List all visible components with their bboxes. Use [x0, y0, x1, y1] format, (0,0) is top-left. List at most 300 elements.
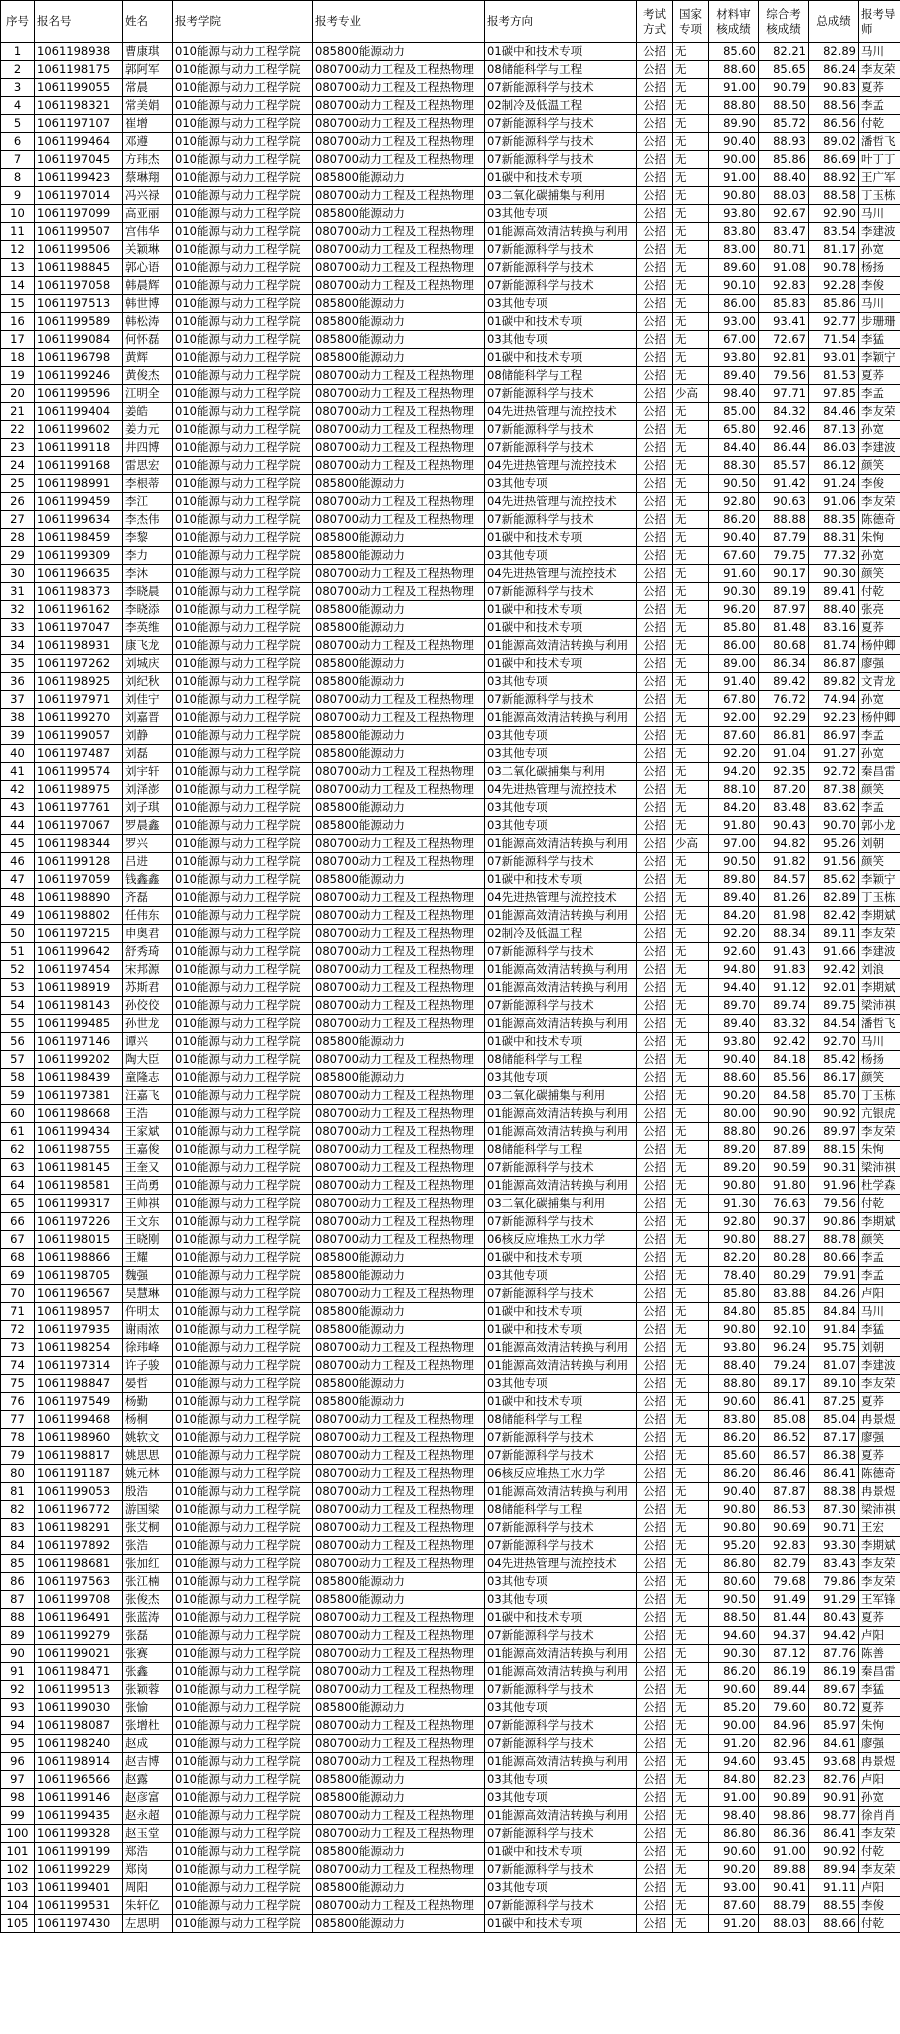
national-cell: 无 [673, 1609, 709, 1627]
major-cell: 080700动力工程及工程热物理 [313, 1177, 485, 1195]
seq-cell: 82 [1, 1501, 35, 1519]
header-id: 报名号 [35, 1, 123, 43]
national-cell: 无 [673, 61, 709, 79]
table-row [1, 1213, 900, 1231]
major-cell: 080700动力工程及工程热物理 [313, 1627, 485, 1645]
name-cell: 宋邦源 [123, 961, 173, 979]
major-cell: 080700动力工程及工程热物理 [313, 583, 485, 601]
national-cell: 无 [673, 1429, 709, 1447]
major-cell: 080700动力工程及工程热物理 [313, 1897, 485, 1915]
total-cell: 79.56 [809, 1195, 859, 1213]
id-cell: 1061199596 [35, 385, 123, 403]
supervisor-cell: 丁玉栋 [859, 889, 900, 907]
supervisor-cell: 孙宽 [859, 691, 900, 709]
national-cell: 无 [673, 1321, 709, 1339]
name-cell: 吴慧琳 [123, 1285, 173, 1303]
national-cell: 无 [673, 1897, 709, 1915]
seq-cell: 38 [1, 709, 35, 727]
major-cell: 085800能源动力 [313, 655, 485, 673]
college-cell: 010能源与动力工程学院 [173, 1519, 313, 1537]
total-cell: 81.53 [809, 367, 859, 385]
exam-mode-cell: 公招 [637, 493, 673, 511]
direction-cell: 07新能源科学与技术 [485, 241, 637, 259]
comprehensive-cell: 85.65 [759, 61, 809, 79]
direction-cell: 08储能科学与工程 [485, 1141, 637, 1159]
table-row [1, 763, 900, 781]
direction-cell: 07新能源科学与技术 [485, 1429, 637, 1447]
total-cell: 91.27 [809, 745, 859, 763]
national-cell: 无 [673, 1519, 709, 1537]
major-cell: 080700动力工程及工程热物理 [313, 1105, 485, 1123]
major-cell: 085800能源动力 [313, 799, 485, 817]
national-cell: 无 [673, 511, 709, 529]
supervisor-cell: 刘浪 [859, 961, 900, 979]
national-cell: 无 [673, 1591, 709, 1609]
comprehensive-cell: 80.29 [759, 1267, 809, 1285]
name-cell: 张颖蓉 [123, 1681, 173, 1699]
direction-cell: 03其他专项 [485, 727, 637, 745]
exam-mode-cell: 公招 [637, 1321, 673, 1339]
exam-mode-cell: 公招 [637, 1609, 673, 1627]
exam-mode-cell: 公招 [637, 1627, 673, 1645]
major-cell: 080700动力工程及工程热物理 [313, 835, 485, 853]
material-cell: 88.10 [709, 781, 759, 799]
exam-mode-cell: 公招 [637, 601, 673, 619]
table-row [1, 1339, 900, 1357]
table-row [1, 1015, 900, 1033]
exam-mode-cell: 公招 [637, 781, 673, 799]
table-row [1, 1321, 900, 1339]
table-row [1, 1915, 900, 1933]
national-cell: 无 [673, 799, 709, 817]
college-cell: 010能源与动力工程学院 [173, 1843, 313, 1861]
direction-cell: 01能源高效清洁转换与利用 [485, 835, 637, 853]
major-cell: 080700动力工程及工程热物理 [313, 1411, 485, 1429]
supervisor-cell: 李友荣 [859, 493, 900, 511]
comprehensive-cell: 86.52 [759, 1429, 809, 1447]
total-cell: 79.86 [809, 1573, 859, 1591]
major-cell: 080700动力工程及工程热物理 [313, 907, 485, 925]
table-row [1, 1591, 900, 1609]
supervisor-cell: 李友荣 [859, 1825, 900, 1843]
national-cell: 无 [673, 1267, 709, 1285]
seq-cell: 104 [1, 1897, 35, 1915]
exam-mode-cell: 公招 [637, 1897, 673, 1915]
exam-mode-cell: 公招 [637, 1465, 673, 1483]
total-cell: 86.38 [809, 1447, 859, 1465]
comprehensive-cell: 93.41 [759, 313, 809, 331]
college-cell: 010能源与动力工程学院 [173, 907, 313, 925]
material-cell: 90.50 [709, 475, 759, 493]
total-cell: 80.43 [809, 1609, 859, 1627]
id-cell: 1061197226 [35, 1213, 123, 1231]
seq-cell: 25 [1, 475, 35, 493]
material-cell: 67.00 [709, 331, 759, 349]
table-row [1, 745, 900, 763]
material-cell: 93.80 [709, 1339, 759, 1357]
college-cell: 010能源与动力工程学院 [173, 1159, 313, 1177]
comprehensive-cell: 72.67 [759, 331, 809, 349]
exam-mode-cell: 公招 [637, 1159, 673, 1177]
national-cell: 无 [673, 1159, 709, 1177]
table-row [1, 637, 900, 655]
id-cell: 1061197047 [35, 619, 123, 637]
seq-cell: 49 [1, 907, 35, 925]
exam-mode-cell: 公招 [637, 979, 673, 997]
table-row [1, 817, 900, 835]
exam-mode-cell: 公招 [637, 1447, 673, 1465]
seq-cell: 78 [1, 1429, 35, 1447]
supervisor-cell: 李孟 [859, 385, 900, 403]
id-cell: 1061199317 [35, 1195, 123, 1213]
id-cell: 1061198581 [35, 1177, 123, 1195]
id-cell: 1061199642 [35, 943, 123, 961]
table-row [1, 1573, 900, 1591]
major-cell: 080700动力工程及工程热物理 [313, 1735, 485, 1753]
comprehensive-cell: 86.81 [759, 727, 809, 745]
comprehensive-cell: 92.35 [759, 763, 809, 781]
name-cell: 孙佼佼 [123, 997, 173, 1015]
exam-mode-cell: 公招 [637, 529, 673, 547]
total-cell: 87.76 [809, 1645, 859, 1663]
national-cell: 无 [673, 871, 709, 889]
total-cell: 84.54 [809, 1015, 859, 1033]
table-row [1, 313, 900, 331]
header-college: 报考学院 [173, 1, 313, 43]
material-cell: 88.30 [709, 457, 759, 475]
seq-cell: 64 [1, 1177, 35, 1195]
college-cell: 010能源与动力工程学院 [173, 1915, 313, 1933]
total-cell: 90.31 [809, 1159, 859, 1177]
major-cell: 080700动力工程及工程热物理 [313, 385, 485, 403]
comprehensive-cell: 88.50 [759, 97, 809, 115]
supervisor-cell: 付乾 [859, 115, 900, 133]
total-cell: 86.12 [809, 457, 859, 475]
major-cell: 085800能源动力 [313, 169, 485, 187]
college-cell: 010能源与动力工程学院 [173, 997, 313, 1015]
table-row [1, 295, 900, 313]
id-cell: 1061199435 [35, 1807, 123, 1825]
exam-mode-cell: 公招 [637, 1753, 673, 1771]
national-cell: 无 [673, 1015, 709, 1033]
table-row [1, 97, 900, 115]
total-cell: 74.94 [809, 691, 859, 709]
comprehensive-cell: 98.86 [759, 1807, 809, 1825]
seq-cell: 26 [1, 493, 35, 511]
table-row [1, 1519, 900, 1537]
major-cell: 080700动力工程及工程热物理 [313, 457, 485, 475]
national-cell: 无 [673, 1483, 709, 1501]
total-cell: 87.17 [809, 1429, 859, 1447]
table-row [1, 1645, 900, 1663]
college-cell: 010能源与动力工程学院 [173, 61, 313, 79]
exam-mode-cell: 公招 [637, 457, 673, 475]
table-row [1, 79, 900, 97]
supervisor-cell: 李建波 [859, 439, 900, 457]
name-cell: 王尚勇 [123, 1177, 173, 1195]
material-cell: 90.40 [709, 1483, 759, 1501]
total-cell: 86.56 [809, 115, 859, 133]
table-row [1, 889, 900, 907]
national-cell: 无 [673, 277, 709, 295]
id-cell: 1061197454 [35, 961, 123, 979]
direction-cell: 07新能源科学与技术 [485, 259, 637, 277]
total-cell: 91.11 [809, 1879, 859, 1897]
material-cell: 83.00 [709, 241, 759, 259]
national-cell: 无 [673, 853, 709, 871]
major-cell: 085800能源动力 [313, 817, 485, 835]
major-cell: 080700动力工程及工程热物理 [313, 1825, 485, 1843]
college-cell: 010能源与动力工程学院 [173, 637, 313, 655]
material-cell: 89.70 [709, 997, 759, 1015]
material-cell: 90.50 [709, 853, 759, 871]
national-cell: 无 [673, 547, 709, 565]
exam-mode-cell: 公招 [637, 655, 673, 673]
major-cell: 080700动力工程及工程热物理 [313, 1861, 485, 1879]
seq-cell: 79 [1, 1447, 35, 1465]
national-cell: 无 [673, 1303, 709, 1321]
supervisor-cell: 杨扬 [859, 1051, 900, 1069]
total-cell: 86.41 [809, 1825, 859, 1843]
national-cell: 无 [673, 961, 709, 979]
supervisor-cell: 李期斌 [859, 1537, 900, 1555]
name-cell: 韩世博 [123, 295, 173, 313]
comprehensive-cell: 85.85 [759, 1303, 809, 1321]
material-cell: 89.40 [709, 1015, 759, 1033]
material-cell: 67.60 [709, 547, 759, 565]
seq-cell: 85 [1, 1555, 35, 1573]
header-total: 总成绩 [809, 1, 859, 43]
name-cell: 雷思宏 [123, 457, 173, 475]
college-cell: 010能源与动力工程学院 [173, 1789, 313, 1807]
seq-cell: 30 [1, 565, 35, 583]
major-cell: 080700动力工程及工程热物理 [313, 1357, 485, 1375]
header-row [1, 1, 900, 43]
direction-cell: 08储能科学与工程 [485, 367, 637, 385]
supervisor-cell: 夏荞 [859, 619, 900, 637]
college-cell: 010能源与动力工程学院 [173, 385, 313, 403]
direction-cell: 07新能源科学与技术 [485, 1285, 637, 1303]
comprehensive-cell: 76.63 [759, 1195, 809, 1213]
id-cell: 1061198817 [35, 1447, 123, 1465]
college-cell: 010能源与动力工程学院 [173, 187, 313, 205]
supervisor-cell: 冉景煜 [859, 1411, 900, 1429]
total-cell: 86.69 [809, 151, 859, 169]
college-cell: 010能源与动力工程学院 [173, 655, 313, 673]
total-cell: 89.02 [809, 133, 859, 151]
id-cell: 1061199021 [35, 1645, 123, 1663]
total-cell: 89.82 [809, 673, 859, 691]
id-cell: 1061198291 [35, 1519, 123, 1537]
total-cell: 88.38 [809, 1483, 859, 1501]
major-cell: 080700动力工程及工程热物理 [313, 1123, 485, 1141]
name-cell: 周阳 [123, 1879, 173, 1897]
table-row [1, 1087, 900, 1105]
supervisor-cell: 颜笑 [859, 781, 900, 799]
table-row [1, 1879, 900, 1897]
total-cell: 86.24 [809, 61, 859, 79]
name-cell: 张艾桐 [123, 1519, 173, 1537]
direction-cell: 03二氧化碳捕集与利用 [485, 187, 637, 205]
table-row [1, 1753, 900, 1771]
id-cell: 1061198960 [35, 1429, 123, 1447]
national-cell: 无 [673, 1231, 709, 1249]
exam-mode-cell: 公招 [637, 1825, 673, 1843]
header-direction: 报考方向 [485, 1, 637, 43]
seq-cell: 50 [1, 925, 35, 943]
total-cell: 88.15 [809, 1141, 859, 1159]
college-cell: 010能源与动力工程学院 [173, 1501, 313, 1519]
table-row [1, 493, 900, 511]
seq-cell: 56 [1, 1033, 35, 1051]
comprehensive-cell: 88.34 [759, 925, 809, 943]
material-cell: 90.60 [709, 1681, 759, 1699]
seq-cell: 71 [1, 1303, 35, 1321]
seq-cell: 28 [1, 529, 35, 547]
name-cell: 孙世龙 [123, 1015, 173, 1033]
major-cell: 080700动力工程及工程热物理 [313, 925, 485, 943]
id-cell: 1061197314 [35, 1357, 123, 1375]
id-cell: 1061199202 [35, 1051, 123, 1069]
comprehensive-cell: 84.58 [759, 1087, 809, 1105]
exam-mode-cell: 公招 [637, 1177, 673, 1195]
seq-cell: 96 [1, 1753, 35, 1771]
college-cell: 010能源与动力工程学院 [173, 1609, 313, 1627]
supervisor-cell: 马川 [859, 295, 900, 313]
direction-cell: 01能源高效清洁转换与利用 [485, 637, 637, 655]
header-material: 材料审核成绩 [709, 1, 759, 43]
exam-mode-cell: 公招 [637, 727, 673, 745]
exam-mode-cell: 公招 [637, 187, 673, 205]
direction-cell: 01碳中和技术专项 [485, 529, 637, 547]
supervisor-cell: 夏荞 [859, 1699, 900, 1717]
major-cell: 080700动力工程及工程热物理 [313, 889, 485, 907]
college-cell: 010能源与动力工程学院 [173, 925, 313, 943]
total-cell: 92.01 [809, 979, 859, 997]
college-cell: 010能源与动力工程学院 [173, 889, 313, 907]
table-row [1, 241, 900, 259]
name-cell: 黄俊杰 [123, 367, 173, 385]
comprehensive-cell: 86.44 [759, 439, 809, 457]
college-cell: 010能源与动力工程学院 [173, 43, 313, 61]
id-cell: 1061199506 [35, 241, 123, 259]
id-cell: 1061198668 [35, 1105, 123, 1123]
direction-cell: 04先进热管理与流控技术 [485, 457, 637, 475]
name-cell: 王晓刚 [123, 1231, 173, 1249]
id-cell: 1061197430 [35, 1915, 123, 1933]
id-cell: 1061199468 [35, 1411, 123, 1429]
direction-cell: 03二氧化碳捕集与利用 [485, 763, 637, 781]
national-cell: 无 [673, 1465, 709, 1483]
id-cell: 1061196162 [35, 601, 123, 619]
college-cell: 010能源与动力工程学院 [173, 1249, 313, 1267]
national-cell: 无 [673, 1339, 709, 1357]
table-row [1, 1609, 900, 1627]
total-cell: 90.92 [809, 1843, 859, 1861]
national-cell: 少高 [673, 385, 709, 403]
national-cell: 无 [673, 151, 709, 169]
seq-cell: 72 [1, 1321, 35, 1339]
major-cell: 080700动力工程及工程热物理 [313, 421, 485, 439]
comprehensive-cell: 80.28 [759, 1249, 809, 1267]
exam-mode-cell: 公招 [637, 385, 673, 403]
direction-cell: 07新能源科学与技术 [485, 1735, 637, 1753]
national-cell: 无 [673, 1195, 709, 1213]
total-cell: 85.04 [809, 1411, 859, 1429]
supervisor-cell: 陈德奇 [859, 1465, 900, 1483]
material-cell: 93.00 [709, 1879, 759, 1897]
exam-mode-cell: 公招 [637, 43, 673, 61]
name-cell: 张俊杰 [123, 1591, 173, 1609]
supervisor-cell: 杨扬 [859, 259, 900, 277]
id-cell: 1061199531 [35, 1897, 123, 1915]
seq-cell: 14 [1, 277, 35, 295]
exam-mode-cell: 公招 [637, 475, 673, 493]
supervisor-cell: 颜笑 [859, 565, 900, 583]
material-cell: 91.00 [709, 79, 759, 97]
national-cell: 无 [673, 421, 709, 439]
college-cell: 010能源与动力工程学院 [173, 367, 313, 385]
national-cell: 无 [673, 529, 709, 547]
seq-cell: 65 [1, 1195, 35, 1213]
material-cell: 82.20 [709, 1249, 759, 1267]
table-row [1, 1699, 900, 1717]
comprehensive-cell: 90.37 [759, 1213, 809, 1231]
supervisor-cell: 颜笑 [859, 1069, 900, 1087]
total-cell: 95.26 [809, 835, 859, 853]
comprehensive-cell: 89.44 [759, 1681, 809, 1699]
name-cell: 郭阿军 [123, 61, 173, 79]
supervisor-cell: 李友荣 [859, 1861, 900, 1879]
direction-cell: 01能源高效清洁转换与利用 [485, 961, 637, 979]
seq-cell: 101 [1, 1843, 35, 1861]
direction-cell: 04先进热管理与流控技术 [485, 889, 637, 907]
supervisor-cell: 王军锋 [859, 1591, 900, 1609]
exam-mode-cell: 公招 [637, 439, 673, 457]
total-cell: 92.42 [809, 961, 859, 979]
supervisor-cell: 李友荣 [859, 403, 900, 421]
national-cell: 无 [673, 115, 709, 133]
comprehensive-cell: 86.36 [759, 1825, 809, 1843]
college-cell: 010能源与动力工程学院 [173, 1447, 313, 1465]
direction-cell: 08储能科学与工程 [485, 1051, 637, 1069]
material-cell: 91.40 [709, 673, 759, 691]
major-cell: 085800能源动力 [313, 1789, 485, 1807]
college-cell: 010能源与动力工程学院 [173, 1033, 313, 1051]
material-cell: 95.20 [709, 1537, 759, 1555]
comprehensive-cell: 91.49 [759, 1591, 809, 1609]
college-cell: 010能源与动力工程学院 [173, 673, 313, 691]
supervisor-cell: 刘朝 [859, 835, 900, 853]
name-cell: 王帅祺 [123, 1195, 173, 1213]
header-supervisor: 报考导师 [859, 1, 900, 43]
comprehensive-cell: 85.86 [759, 151, 809, 169]
direction-cell: 01碳中和技术专项 [485, 1393, 637, 1411]
material-cell: 92.20 [709, 745, 759, 763]
direction-cell: 03其他专项 [485, 673, 637, 691]
id-cell: 1061198143 [35, 997, 123, 1015]
name-cell: 殷浩 [123, 1483, 173, 1501]
name-cell: 李晓晨 [123, 583, 173, 601]
seq-cell: 87 [1, 1591, 35, 1609]
name-cell: 曹康琪 [123, 43, 173, 61]
seq-cell: 12 [1, 241, 35, 259]
exam-mode-cell: 公招 [637, 799, 673, 817]
total-cell: 85.42 [809, 1051, 859, 1069]
material-cell: 96.20 [709, 601, 759, 619]
name-cell: 姜皓 [123, 403, 173, 421]
total-cell: 82.89 [809, 889, 859, 907]
